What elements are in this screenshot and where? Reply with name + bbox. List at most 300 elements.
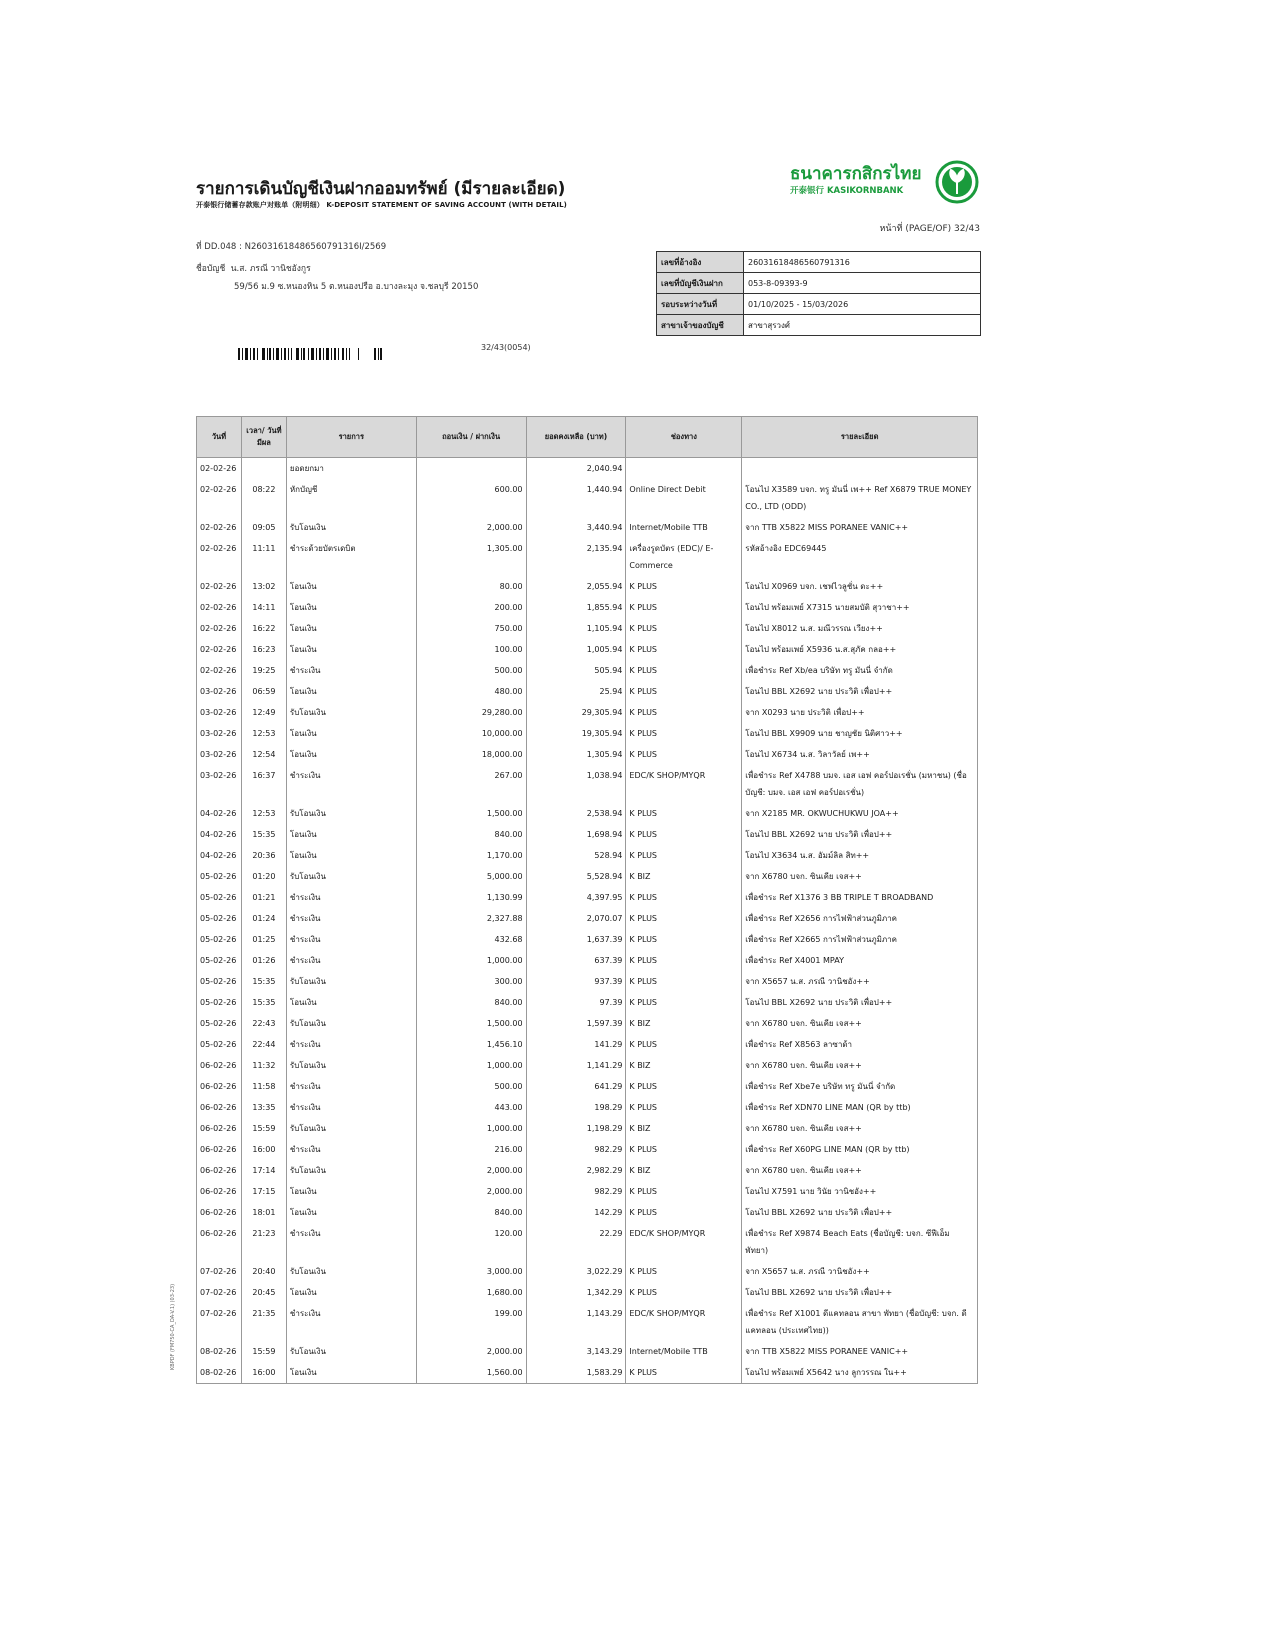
info-value: สาขาสุรวงศ์ (744, 315, 981, 336)
cell-date: 04-02-26 (197, 803, 242, 824)
cell-channel: K PLUS (626, 887, 742, 908)
cell-date: 06-02-26 (197, 1076, 242, 1097)
cell-amount: 2,000.00 (416, 517, 526, 538)
cell-amount: 480.00 (416, 681, 526, 702)
cell-detail: เพื่อชำระ Ref Xb/ea บริษัท ทรู มันนี่ จำกัด (742, 660, 978, 681)
cell-date: 02-02-26 (197, 538, 242, 576)
cell-time: 20:40 (241, 1261, 286, 1282)
cell-channel: K PLUS (626, 576, 742, 597)
cell-channel: K PLUS (626, 971, 742, 992)
column-header-time: เวลา/ วันที่มีผล (241, 417, 286, 458)
cell-date: 03-02-26 (197, 723, 242, 744)
cell-date: 05-02-26 (197, 971, 242, 992)
table-row (197, 618, 978, 639)
statement-title: รายการเดินบัญชีเงินฝากออมทรัพย์ (มีรายละเอียด) (196, 179, 566, 199)
cell-channel: Online Direct Debit (626, 479, 742, 517)
cell-detail: เพื่อชำระ Ref X4001 MPAY (742, 950, 978, 971)
cell-detail: เพื่อชำระ Ref XDN70 LINE MAN (QR by ttb) (742, 1097, 978, 1118)
cell-time: 15:35 (241, 992, 286, 1013)
cell-date: 03-02-26 (197, 681, 242, 702)
cell-channel: K PLUS (626, 723, 742, 744)
cell-time: 16:37 (241, 765, 286, 803)
cell-amount: 5,000.00 (416, 866, 526, 887)
cell-channel: K PLUS (626, 660, 742, 681)
cell-date: 05-02-26 (197, 929, 242, 950)
cell-detail: โอนไป BBL X2692 นาย ประวิติ เพื่อป++ (742, 681, 978, 702)
cell-description: หักบัญชี (286, 479, 416, 517)
cell-time: 15:35 (241, 824, 286, 845)
barcode-reference: 32/43(0054) (481, 343, 531, 352)
table-row (197, 971, 978, 992)
cell-balance: 1,038.94 (526, 765, 626, 803)
table-row (197, 702, 978, 723)
cell-channel: K PLUS (626, 803, 742, 824)
cell-description: โอนเงิน (286, 992, 416, 1013)
cell-date: 05-02-26 (197, 866, 242, 887)
table-row (197, 929, 978, 950)
cell-description: ชำระเงิน (286, 887, 416, 908)
cell-detail: โอนไป X8012 น.ส. มณีวรรณ เวียง++ (742, 618, 978, 639)
cell-amount: 2,000.00 (416, 1341, 526, 1362)
cell-amount: 500.00 (416, 1076, 526, 1097)
cell-channel: K PLUS (626, 639, 742, 660)
cell-time: 17:14 (241, 1160, 286, 1181)
cell-channel: เครื่องรูดบัตร (EDC)/ E-Commerce (626, 538, 742, 576)
cell-detail: โอนไป X0969 บจก. เชฟไวลูชั่น ดะ++ (742, 576, 978, 597)
cell-balance: 1,198.29 (526, 1118, 626, 1139)
cell-balance: 2,538.94 (526, 803, 626, 824)
table-row (197, 1261, 978, 1282)
cell-date: 06-02-26 (197, 1097, 242, 1118)
cell-date: 05-02-26 (197, 1013, 242, 1034)
cell-time: 11:11 (241, 538, 286, 576)
cell-balance: 528.94 (526, 845, 626, 866)
cell-detail: จาก X6780 บจก. ซินเคีย เจส++ (742, 866, 978, 887)
table-row (197, 1076, 978, 1097)
cell-balance: 982.29 (526, 1181, 626, 1202)
cell-balance: 4,397.95 (526, 887, 626, 908)
cell-balance: 19,305.94 (526, 723, 626, 744)
cell-description: ชำระเงิน (286, 1034, 416, 1055)
cell-time: 22:44 (241, 1034, 286, 1055)
cell-date: 02-02-26 (197, 660, 242, 681)
cell-description: รับโอนเงิน (286, 517, 416, 538)
cell-channel: Internet/Mobile TTB (626, 1341, 742, 1362)
cell-detail: จาก X5657 น.ส. ภรณี วานิชอัง++ (742, 971, 978, 992)
cell-channel: K PLUS (626, 1261, 742, 1282)
cell-amount: 18,000.00 (416, 744, 526, 765)
cell-time: 16:23 (241, 639, 286, 660)
cell-time: 22:43 (241, 1013, 286, 1034)
cell-detail: โอนไป X6734 น.ส. วิลาวัลย์ เพ++ (742, 744, 978, 765)
cell-time: 08:22 (241, 479, 286, 517)
cell-description: ชำระเงิน (286, 908, 416, 929)
cell-detail: จาก X6780 บจก. ซินเคีย เจส++ (742, 1013, 978, 1034)
table-row (197, 744, 978, 765)
cell-date: 05-02-26 (197, 992, 242, 1013)
cell-date: 04-02-26 (197, 845, 242, 866)
table-row (197, 845, 978, 866)
transactions-table (196, 416, 978, 1384)
cell-time: 16:00 (241, 1139, 286, 1160)
cell-amount: 750.00 (416, 618, 526, 639)
cell-balance: 1,597.39 (526, 1013, 626, 1034)
cell-detail: โอนไป X7591 นาย วินัย วานิชอัง++ (742, 1181, 978, 1202)
cell-description: โอนเงิน (286, 681, 416, 702)
cell-balance: 1,143.29 (526, 1303, 626, 1341)
cell-description: โอนเงิน (286, 1202, 416, 1223)
cell-date: 02-02-26 (197, 597, 242, 618)
cell-detail: จาก X6780 บจก. ซินเคีย เจส++ (742, 1118, 978, 1139)
table-row (197, 458, 978, 480)
cell-channel: K BIZ (626, 866, 742, 887)
table-row (197, 1282, 978, 1303)
cell-detail (742, 458, 978, 480)
cell-date: 02-02-26 (197, 517, 242, 538)
cell-time: 12:54 (241, 744, 286, 765)
cell-time (241, 458, 286, 480)
cell-amount: 267.00 (416, 765, 526, 803)
cell-balance: 3,440.94 (526, 517, 626, 538)
cell-balance: 1,440.94 (526, 479, 626, 517)
account-holder (196, 261, 311, 275)
info-value: 26031618486560791316 (744, 252, 981, 273)
cell-amount: 2,000.00 (416, 1160, 526, 1181)
cell-date: 06-02-26 (197, 1202, 242, 1223)
cell-balance: 142.29 (526, 1202, 626, 1223)
cell-amount: 840.00 (416, 1202, 526, 1223)
cell-channel: K PLUS (626, 1362, 742, 1384)
table-row (197, 660, 978, 681)
cell-description: โอนเงิน (286, 845, 416, 866)
table-row (197, 639, 978, 660)
cell-amount: 840.00 (416, 992, 526, 1013)
cell-date: 05-02-26 (197, 950, 242, 971)
cell-description: โอนเงิน (286, 618, 416, 639)
table-row (197, 1160, 978, 1181)
cell-time: 15:35 (241, 971, 286, 992)
cell-detail: จาก TTB X5822 MISS PORANEE VANIC++ (742, 1341, 978, 1362)
cell-amount: 1,170.00 (416, 845, 526, 866)
cell-date: 05-02-26 (197, 908, 242, 929)
table-row (197, 479, 978, 517)
cell-balance: 1,583.29 (526, 1362, 626, 1384)
cell-amount: 1,000.00 (416, 950, 526, 971)
account-name-label: ชื่อบัญชี (196, 264, 226, 274)
page-number: หน้าที่ (PAGE/OF) 32/43 (879, 224, 980, 234)
cell-detail: โอนไป BBL X9909 นาย ชาญชัย นิติศาว++ (742, 723, 978, 744)
cell-channel: K PLUS (626, 1282, 742, 1303)
table-row (197, 1139, 978, 1160)
cell-balance: 2,055.94 (526, 576, 626, 597)
cell-balance: 2,135.94 (526, 538, 626, 576)
table-row (197, 992, 978, 1013)
column-header-detail: รายละเอียด (742, 417, 978, 458)
cell-amount: 29,280.00 (416, 702, 526, 723)
cell-time: 13:35 (241, 1097, 286, 1118)
cell-detail: โอนไป X3634 น.ส. อัมม์ลิล สิท++ (742, 845, 978, 866)
cell-channel: K PLUS (626, 702, 742, 723)
cell-description: ชำระเงิน (286, 660, 416, 681)
cell-time: 21:23 (241, 1223, 286, 1261)
table-row (197, 1118, 978, 1139)
cell-amount (416, 458, 526, 480)
cell-amount: 1,456.10 (416, 1034, 526, 1055)
cell-detail: เพื่อชำระ Ref X1376 3 BB TRIPLE T BROADBAND (742, 887, 978, 908)
cell-channel: K PLUS (626, 618, 742, 639)
cell-amount: 2,327.88 (416, 908, 526, 929)
column-header-description: รายการ (286, 417, 416, 458)
table-row (197, 1055, 978, 1076)
cell-date: 06-02-26 (197, 1055, 242, 1076)
cell-description: โอนเงิน (286, 723, 416, 744)
table-row (197, 597, 978, 618)
cell-detail: โอนไป BBL X2692 นาย ประวิติ เพื่อป++ (742, 824, 978, 845)
cell-amount: 100.00 (416, 639, 526, 660)
cell-date: 06-02-26 (197, 1118, 242, 1139)
cell-balance: 1,637.39 (526, 929, 626, 950)
cell-description: ชำระเงิน (286, 765, 416, 803)
cell-balance: 3,143.29 (526, 1341, 626, 1362)
cell-time: 12:53 (241, 803, 286, 824)
cell-detail: จาก X6780 บจก. ซินเคีย เจส++ (742, 1055, 978, 1076)
column-header-balance: ยอดคงเหลือ (บาท) (526, 417, 626, 458)
cell-description: รับโอนเงิน (286, 803, 416, 824)
cell-balance: 2,040.94 (526, 458, 626, 480)
table-row (197, 1223, 978, 1261)
cell-amount: 300.00 (416, 971, 526, 992)
cell-channel: EDC/K SHOP/MYQR (626, 1303, 742, 1341)
cell-date: 07-02-26 (197, 1303, 242, 1341)
table-row (197, 1097, 978, 1118)
table-row (197, 576, 978, 597)
cell-amount: 1,500.00 (416, 803, 526, 824)
cell-balance: 2,982.29 (526, 1160, 626, 1181)
cell-time: 20:36 (241, 845, 286, 866)
cell-description: โอนเงิน (286, 597, 416, 618)
cell-detail: จาก TTB X5822 MISS PORANEE VANIC++ (742, 517, 978, 538)
cell-amount: 1,000.00 (416, 1055, 526, 1076)
cell-description: ชำระเงิน (286, 1303, 416, 1341)
cell-date: 03-02-26 (197, 744, 242, 765)
cell-date: 07-02-26 (197, 1282, 242, 1303)
cell-amount: 1,560.00 (416, 1362, 526, 1384)
cell-time: 16:22 (241, 618, 286, 639)
cell-detail: เพื่อชำระ Ref X60PG LINE MAN (QR by ttb) (742, 1139, 978, 1160)
cell-description: ชำระเงิน (286, 1139, 416, 1160)
info-label: เลขที่บัญชีเงินฝาก (657, 273, 744, 294)
info-label: เลขที่อ้างอิง (657, 252, 744, 273)
cell-amount: 600.00 (416, 479, 526, 517)
cell-balance: 1,698.94 (526, 824, 626, 845)
cell-date: 03-02-26 (197, 765, 242, 803)
cell-balance: 1,855.94 (526, 597, 626, 618)
statement-subtitle: 开泰银行储蓄存款账户对账单（附明细） K-DEPOSIT STATEMENT OF SAVING ACCOUNT (WITH DETAIL) (196, 201, 567, 209)
cell-channel: K PLUS (626, 845, 742, 866)
cell-description: รับโอนเงิน (286, 1013, 416, 1034)
table-row (197, 1202, 978, 1223)
cell-amount: 1,000.00 (416, 1118, 526, 1139)
cell-date: 05-02-26 (197, 887, 242, 908)
cell-channel: K PLUS (626, 597, 742, 618)
cell-channel: K PLUS (626, 908, 742, 929)
table-row (197, 765, 978, 803)
cell-date: 02-02-26 (197, 639, 242, 660)
table-row (197, 1013, 978, 1034)
column-header-channel: ช่องทาง (626, 417, 742, 458)
cell-amount: 443.00 (416, 1097, 526, 1118)
cell-balance: 937.39 (526, 971, 626, 992)
table-row (197, 950, 978, 971)
info-value: 053-8-09393-9 (744, 273, 981, 294)
cell-channel: K PLUS (626, 1202, 742, 1223)
cell-balance: 1,305.94 (526, 744, 626, 765)
cell-channel: K PLUS (626, 1034, 742, 1055)
cell-time: 01:20 (241, 866, 286, 887)
cell-channel: K PLUS (626, 744, 742, 765)
cell-balance: 29,305.94 (526, 702, 626, 723)
cell-amount: 1,500.00 (416, 1013, 526, 1034)
table-row (197, 887, 978, 908)
cell-description: โอนเงิน (286, 1282, 416, 1303)
cell-description: ชำระเงิน (286, 1097, 416, 1118)
cell-description: รับโอนเงิน (286, 1118, 416, 1139)
info-label: สาขาเจ้าของบัญชี (657, 315, 744, 336)
cell-date: 02-02-26 (197, 458, 242, 480)
cell-date: 06-02-26 (197, 1160, 242, 1181)
cell-channel: K PLUS (626, 681, 742, 702)
cell-detail: เพื่อชำระ Ref Xbe7e บริษัท ทรู มันนี่ จำกัด (742, 1076, 978, 1097)
cell-description: ชำระด้วยบัตรเดบิต (286, 538, 416, 576)
cell-detail: เพื่อชำระ Ref X9874 Beach Eats (ชื่อบัญชี: บจก. ซีฟีเอ็ม พัทยา) (742, 1223, 978, 1261)
cell-channel: K BIZ (626, 1160, 742, 1181)
cell-balance: 22.29 (526, 1223, 626, 1261)
form-code: KBPDF (FM750-CA_DA-V.1) (03-23) (170, 1283, 176, 1370)
cell-description: รับโอนเงิน (286, 1341, 416, 1362)
table-row (197, 803, 978, 824)
cell-time: 20:45 (241, 1282, 286, 1303)
cell-time: 11:32 (241, 1055, 286, 1076)
cell-channel: K PLUS (626, 992, 742, 1013)
info-label: รอบระหว่างวันที่ (657, 294, 744, 315)
table-row (197, 723, 978, 744)
cell-time: 01:26 (241, 950, 286, 971)
cell-channel: EDC/K SHOP/MYQR (626, 1223, 742, 1261)
cell-detail: จาก X5657 น.ส. ภรณี วานิชอัง++ (742, 1261, 978, 1282)
cell-description: โอนเงิน (286, 824, 416, 845)
cell-description: รับโอนเงิน (286, 866, 416, 887)
table-row (197, 908, 978, 929)
table-row (197, 1303, 978, 1341)
table-row (197, 1181, 978, 1202)
cell-balance: 505.94 (526, 660, 626, 681)
cell-balance: 1,141.29 (526, 1055, 626, 1076)
cell-date: 02-02-26 (197, 479, 242, 517)
cell-time: 14:11 (241, 597, 286, 618)
cell-date: 08-02-26 (197, 1362, 242, 1384)
cell-time: 19:25 (241, 660, 286, 681)
cell-channel: K PLUS (626, 929, 742, 950)
cell-detail: โอนไป BBL X2692 นาย ประวิติ เพื่อป++ (742, 1282, 978, 1303)
cell-detail: จาก X6780 บจก. ซินเคีย เจส++ (742, 1160, 978, 1181)
cell-time: 17:15 (241, 1181, 286, 1202)
cell-date: 06-02-26 (197, 1181, 242, 1202)
table-row (197, 1362, 978, 1384)
table-row (197, 517, 978, 538)
cell-detail: เพื่อชำระ Ref X2665 การไฟฟ้าส่วนภูมิภาค (742, 929, 978, 950)
cell-balance: 97.39 (526, 992, 626, 1013)
barcode (238, 348, 398, 360)
cell-date: 06-02-26 (197, 1223, 242, 1261)
column-header-date: วันที่ (197, 417, 242, 458)
cell-time: 01:25 (241, 929, 286, 950)
cell-description: โอนเงิน (286, 576, 416, 597)
cell-date: 08-02-26 (197, 1341, 242, 1362)
cell-balance: 982.29 (526, 1139, 626, 1160)
table-row (197, 1034, 978, 1055)
cell-date: 02-02-26 (197, 576, 242, 597)
cell-channel: EDC/K SHOP/MYQR (626, 765, 742, 803)
cell-description: ชำระเงิน (286, 1076, 416, 1097)
cell-detail: โอนไป X3589 บจก. ทรู มันนี่ เพ++ Ref X6879 TRUE MONEY CO., LTD (ODD) (742, 479, 978, 517)
cell-channel: K PLUS (626, 1097, 742, 1118)
cell-time: 15:59 (241, 1118, 286, 1139)
cell-detail: โอนไป พร้อมเพย์ X5936 น.ส.สุภัค กลอ++ (742, 639, 978, 660)
cell-channel: K PLUS (626, 950, 742, 971)
cell-description: รับโอนเงิน (286, 702, 416, 723)
cell-balance: 5,528.94 (526, 866, 626, 887)
cell-amount: 216.00 (416, 1139, 526, 1160)
info-value: 01/10/2025 - 15/03/2026 (744, 294, 981, 315)
cell-channel: K PLUS (626, 1139, 742, 1160)
account-name: น.ส. ภรณี วานิชอังกูร (230, 264, 311, 274)
reference-number: ที่ DD.048 : N2603161848656079131​6I/2569 (196, 242, 387, 252)
cell-amount: 1,130.99 (416, 887, 526, 908)
cell-date: 02-02-26 (197, 618, 242, 639)
table-row (197, 538, 978, 576)
cell-balance: 198.29 (526, 1097, 626, 1118)
cell-time: 01:21 (241, 887, 286, 908)
cell-description: โอนเงิน (286, 1181, 416, 1202)
cell-time: 01:24 (241, 908, 286, 929)
cell-date: 06-02-26 (197, 1139, 242, 1160)
cell-balance: 141.29 (526, 1034, 626, 1055)
cell-date: 04-02-26 (197, 824, 242, 845)
cell-detail: จาก X0293 นาย ประวิติ เพื่อป++ (742, 702, 978, 723)
cell-amount: 1,305.00 (416, 538, 526, 576)
cell-detail: โอนไป BBL X2692 นาย ประวิติ เพื่อป++ (742, 1202, 978, 1223)
account-address: 59/56 ม.9 ซ.หนองหิน 5 ต.หนองปรือ อ.บางละมุง จ.ชลบุรี 20150 (234, 282, 479, 292)
cell-detail: โอนไป พร้อมเพย์ X5642 นาง ลูกวรรณ ใน++ (742, 1362, 978, 1384)
cell-channel: K BIZ (626, 1118, 742, 1139)
cell-amount: 80.00 (416, 576, 526, 597)
cell-channel: K PLUS (626, 1181, 742, 1202)
cell-channel: K PLUS (626, 824, 742, 845)
cell-time: 16:00 (241, 1362, 286, 1384)
cell-date: 07-02-26 (197, 1261, 242, 1282)
cell-detail: โอนไป BBL X2692 นาย ประวิติ เพื่อป++ (742, 992, 978, 1013)
cell-amount: 1,680.00 (416, 1282, 526, 1303)
column-header-amount: ถอนเงิน / ฝากเงิน (416, 417, 526, 458)
account-info-box (656, 251, 981, 336)
bank-logo (790, 160, 982, 210)
cell-description: ชำระเงิน (286, 950, 416, 971)
cell-detail: เพื่อชำระ Ref X4788 บมจ. เอส เอฟ คอร์ปอเรชั่น (มหาชน) (ชื่อบัญชี: บมจ. เอส เอฟ คอร์ปอเรชั่น) (742, 765, 978, 803)
cell-amount: 120.00 (416, 1223, 526, 1261)
cell-balance: 1,105.94 (526, 618, 626, 639)
cell-time: 13:02 (241, 576, 286, 597)
cell-time: 09:05 (241, 517, 286, 538)
